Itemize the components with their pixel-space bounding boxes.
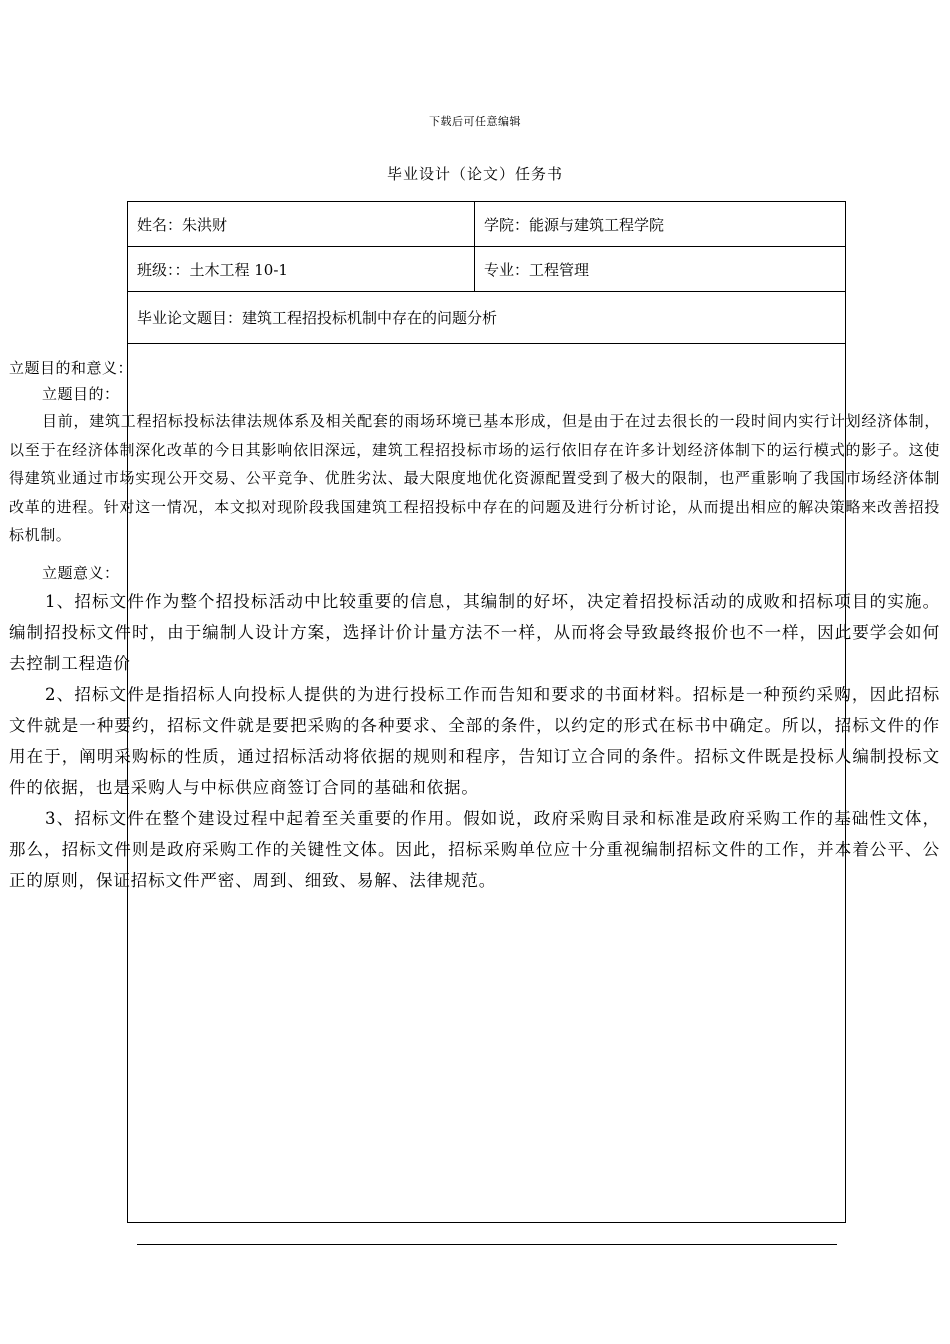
footer-divider bbox=[137, 1244, 837, 1245]
purpose-paragraph: 目前，建筑工程招标投标法律法规体系及相关配套的雨场环境已基本形成，但是由于在过去很长的一段时间内实行计划经济体制，以至于在经济体制深化改革的今日其影响依旧深远，建筑工程招投标市场的运行依旧存在许多计划经济体制下的运行模式的影子。这使得建筑业通过市场实现公开交易、公平竞争、优胜劣汰、最大限度地优化资源配置受到了极大的限制，也严重影响了我国市场经济体制改革的进程。针对这一情况，本文拟对现阶段我国建筑工程招投标中存在的问题及进行分析讨论，从而提出相应的解决策略来改善招投标机制。 bbox=[9, 412, 940, 544]
purpose-label: 立题目的： bbox=[42, 385, 120, 403]
section-heading: 立题目的和意义： bbox=[9, 359, 134, 377]
significance-item-1: 1、招标文件作为整个招投标活动中比较重要的信息，其编制的好坏，决定着招投标活动的成败和招标项目的实施。编制招投标文件时，由于编制人设计方案，选择计价计量方法不一样，从而将会导致最终报价也不一样，因此要学会如何去控制工程造价 bbox=[9, 591, 940, 673]
major-cell: 专业：工程管理 bbox=[484, 260, 590, 279]
thesis-topic-cell: 毕业论文题目：建筑工程招投标机制中存在的问题分析 bbox=[137, 309, 498, 327]
class-cell: 班级：：土木工程 10-1 bbox=[128, 247, 475, 291]
significance-label: 立题意义： bbox=[42, 563, 120, 582]
header-note: 下载后可任意编辑 bbox=[429, 115, 521, 128]
significance-item-3: 3、招标文件在整个建设过程中起着至关重要的作用。假如说，政府采购目录和标准是政府采购工作的基础性文体，那么，招标文件则是政府采购工作的关键性文体。因此，招标采购单位应十分重视编制招标文件的工作，并本着公平、公正的原则，保证招标文件严密、周到、细致、易解、法律规范。 bbox=[9, 808, 940, 890]
student-name-cell: 姓名：朱洪财 bbox=[128, 202, 475, 246]
table-row-class-major bbox=[128, 247, 845, 292]
document-title: 毕业设计（论文）任务书 bbox=[386, 165, 563, 183]
purpose-significance-section bbox=[9, 355, 940, 896]
college-cell: 学院：能源与建筑工程学院 bbox=[484, 215, 665, 234]
table-row-name-college bbox=[128, 202, 845, 247]
significance-item-2: 2、招标文件是指招标人向投标人提供的为进行投标工作而告知和要求的书面材料。招标是一种预约采购，因此招标文件就是一种要约，招标文件就是要把采购的各种要求、全部的条件，以约定的形式在标书中确定。所以，招标文件的作用在于，阐明采购标的性质，通过招标活动将依据的规则和程序，告知订立合同的条件。招标文件既是投标人编制投标文件的依据，也是采购人与中标供应商签订合同的基础和依据。 bbox=[9, 684, 940, 797]
table-row-thesis-topic bbox=[128, 292, 845, 344]
